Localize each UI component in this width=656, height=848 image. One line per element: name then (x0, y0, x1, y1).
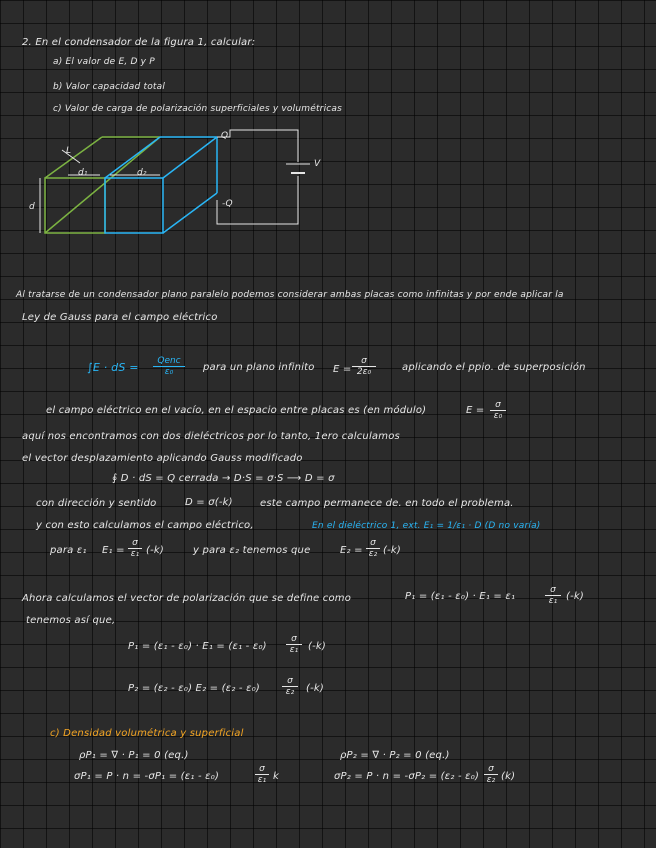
paragraph-2-line-3: el vector desplazamiento aplicando Gauss modificado (22, 453, 303, 464)
paragraph-3-line-1a: con dirección y sentido (36, 498, 157, 509)
superposition-text: aplicando el ppio. de superposición (402, 362, 586, 373)
plane-field-lhs: E = (333, 364, 352, 375)
plane-den: 2ε₀ (356, 367, 372, 377)
gauss-law-lhs: ∫E · dS = (87, 361, 139, 374)
label-neg-Q: -Q (222, 199, 233, 209)
plane-num: σ (352, 356, 376, 367)
polarization-1-equation: P₁ = (ε₁ - ε₀) · E₁ = (ε₁ - ε₀) (128, 641, 267, 652)
s2-num: σ (484, 764, 498, 775)
vacuum-field-lhs: E = (466, 405, 485, 416)
field-e1-fraction (128, 538, 142, 559)
s1-num: σ (255, 764, 269, 775)
polarization-2-fraction (282, 676, 298, 697)
dielectric-1-box (45, 137, 160, 233)
sigma-p2-direction: (k) (501, 771, 516, 782)
problem-part-c: c) Valor de carga de polarización superficiales y volumétricas (53, 104, 343, 114)
label-L: L (66, 146, 72, 156)
field-e1-direction: (-k) (146, 545, 165, 556)
paragraph-3-line-3b: y para ε₂ tenemos que (193, 545, 311, 556)
pol1-num: σ (286, 634, 302, 645)
paragraph-4-line-2: tenemos así que, (26, 615, 116, 626)
pdef-den: ε₁ (548, 596, 558, 606)
paragraph-3-line-1b: este campo permanece de. en todo el problema. (260, 498, 514, 509)
e2-den: ε₂ (368, 549, 378, 559)
label-V: V (314, 159, 321, 169)
gauss-mid-text: para un plano infinito (203, 362, 315, 373)
paragraph-4-line-1: Ahora calculamos el vector de polarización que se define como (22, 593, 352, 604)
problem-part-b: b) Valor capacidad total (53, 82, 166, 92)
pol1-den: ε₁ (289, 645, 299, 655)
field-e1-lhs: E₁ = (102, 545, 125, 556)
gauss-num: Qenc (153, 356, 185, 367)
paragraph-2-line-2: aquí nos encontramos con dos dieléctricos por lo tanto, 1ero calculamos (22, 431, 400, 442)
sigma-p2-equation: σP₂ = P · n = -σP₂ = (ε₂ - ε₀) (334, 771, 480, 782)
polarization-1-fraction (286, 634, 302, 655)
section-c-heading: c) Densidad volumétrica y superficial (50, 728, 244, 739)
vacuum-field-fraction (490, 400, 506, 421)
sigma-p1-fraction (255, 764, 269, 785)
vacuum-num: σ (490, 400, 506, 411)
gauss-modified-equation: ∮ D · dS = Q cerrada → D·S = σ·S ⟶ D = σ (112, 473, 335, 484)
e1-num: σ (128, 538, 142, 549)
paragraph-1-line-1: Al tratarse de un condensador plano paralelo podemos considerar ambas placas como infinitas y por ende aplicar la (16, 290, 564, 300)
polarization-2-equation: P₂ = (ε₂ - ε₀) E₂ = (ε₂ - ε₀) (128, 683, 261, 694)
field-e2-lhs: E₂ = (340, 545, 363, 556)
rho-p2-equation: ρP₂ = ∇ · P₂ = 0 (eq.) (340, 750, 450, 761)
field-e2-direction: (-k) (383, 545, 402, 556)
e1-den: ε₁ (130, 549, 140, 559)
polarization-1-direction: (-k) (308, 641, 327, 652)
s2-den: ε₂ (486, 775, 496, 785)
s1-den: ε₁ (257, 775, 267, 785)
polarization-definition-direction: (-k) (566, 591, 585, 602)
gauss-law-fraction (153, 356, 185, 377)
paragraph-3-line-3a: para ε₁ (50, 545, 87, 556)
label-Q: Q (221, 131, 229, 141)
plane-field-fraction (352, 356, 376, 377)
polarization-definition-fraction (545, 585, 561, 606)
sigma-p1-equation: σP₁ = P · n = -σP₁ = (ε₁ - ε₀) (74, 771, 220, 782)
e2-num: σ (366, 538, 380, 549)
field-e2-fraction (366, 538, 380, 559)
label-d2: d₂ (137, 168, 147, 178)
dielectric-2-box (105, 137, 217, 233)
paragraph-3-line-2a: y con esto calculamos el campo eléctrico, (36, 520, 254, 531)
problem-statement: 2. En el condensador de la figura 1, calcular: (22, 37, 256, 48)
pol2-num: σ (282, 676, 298, 687)
polarization-2-direction: (-k) (306, 683, 325, 694)
pdef-num: σ (545, 585, 561, 596)
displacement-vector-eq: D = σ(-k) (185, 497, 233, 508)
pol2-den: ε₂ (285, 687, 295, 697)
wire-top (217, 130, 298, 162)
problem-part-a: a) El valor de E, D y P (53, 57, 155, 67)
label-d: d (29, 202, 35, 212)
gauss-den: ε₀ (164, 367, 174, 377)
paragraph-1-line-2: Ley de Gauss para el campo eléctrico (22, 312, 218, 323)
label-d1: d₁ (78, 168, 88, 178)
vacuum-den: ε₀ (493, 411, 503, 421)
rho-p1-equation: ρP₁ = ∇ · P₁ = 0 (eq.) (79, 750, 189, 761)
dielectric-1-note: En el dieléctrico 1, ext. E₁ = 1/ε₁ · D (D no varía) (312, 521, 541, 531)
sigma-p1-direction: k (273, 771, 279, 782)
polarization-definition: P₁ = (ε₁ - ε₀) · E₁ = ε₁ (405, 591, 516, 602)
paragraph-2-line-1: el campo eléctrico en el vacío, en el espacio entre placas es (en módulo) (46, 405, 427, 416)
sigma-p2-fraction (484, 764, 498, 785)
